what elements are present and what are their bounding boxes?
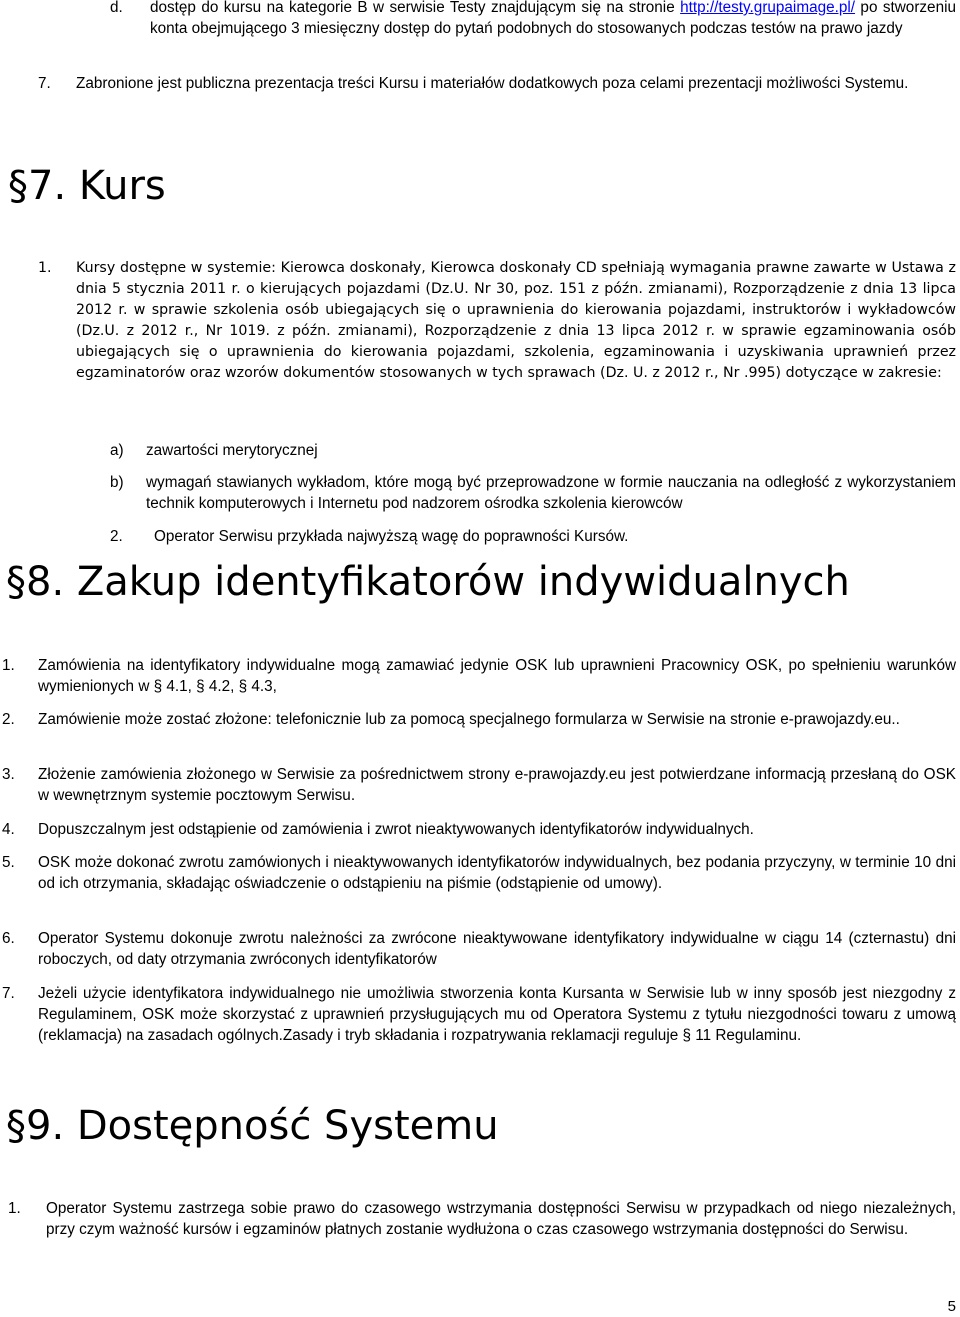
item-text: Zamówienia na identyfikatory indywidualne mogą zamawiać jedynie OSK lub uprawnieni Pracownicy OSK, po spełnieniu warunków wymienionych w § 4.1, § 4.2, § 4.3,	[38, 657, 956, 695]
item-text: OSK może dokonać zwrotu zamówionych i nieaktywowanych identyfikatorów indywidualnych, bez podania przyczyny, w terminie 10 dni od ich otrzymania, składając oświadczenie o odstąpieniu na piśmie (odstąpienie od umowy).	[38, 854, 956, 892]
subitem-label: b)	[110, 474, 124, 491]
section-7-item-1	[38, 258, 956, 384]
item-number: 1.	[8, 1200, 21, 1217]
subitem-text: zawartości merytorycznej	[146, 442, 318, 459]
item-number: 7.	[38, 75, 51, 92]
subitem-label: 2.	[110, 528, 123, 545]
item-number: 3.	[2, 766, 15, 783]
section-8-item-1	[2, 655, 956, 697]
list-item-text	[150, 0, 956, 39]
section-8-heading: §8. Zakup identyfikatorów indywidualnych	[6, 559, 850, 605]
subitem-a	[110, 440, 956, 461]
item-text: Złożenie zamówienia złożonego w Serwisie za pośrednictwem strony e-prawojazdy.eu jest potwierdzane informacją przesłaną do OSK w wewnętrznym systemie pocztowym Serwisu.	[38, 766, 956, 804]
section-8-item-5	[2, 852, 956, 894]
item-number: 4.	[2, 821, 15, 838]
item-text: Operator Systemu zastrzega sobie prawo do czasowego wstrzymania dostępności Serwisu w przypadkach od niego niezależnych, przy czym ważność kursów i egzaminów płatnych zostanie wydłużona o czas czasowego wstrzymania dostępności do Serwisu.	[46, 1200, 956, 1238]
item-number: 1.	[2, 657, 15, 674]
section-8-item-7	[2, 983, 956, 1046]
list-item-7	[38, 73, 956, 94]
section-8-item-3	[2, 764, 956, 806]
subitem-2	[110, 526, 956, 547]
item-number: 5.	[2, 854, 15, 871]
item-number: 6.	[2, 930, 15, 947]
subitem-label: a)	[110, 442, 124, 459]
testy-link[interactable]: http://testy.grupaimage.pl/	[680, 0, 856, 16]
item-number: 7.	[2, 985, 15, 1002]
section-9-heading: §9. Dostępność Systemu	[6, 1103, 499, 1149]
item-text: Jeżeli użycie identyfikatora indywidualnego nie umożliwia stworzenia konta Kursanta w Serwisie lub w inny sposób jest niezgodny z Regulaminem, OSK może skorzystać z uprawnień przysługujących mu od Operatora Systemu z tytułu niezgodności towaru z umową (reklamacja) na zasadach ogólnych.Zasady i tryb składania i rozpatrywania reklamacji reguluje § 11 Regulaminu.	[38, 985, 956, 1044]
text-after-link: po stworzeniu konta obejmującego 3 miesięczny dostęp do pytań podobnych do stosowanych podczas testów na prawo jazdy	[150, 0, 956, 37]
section-9-item-1	[8, 1198, 956, 1240]
subitem-text: Operator Serwisu przykłada najwyższą wagę do poprawności Kursów.	[154, 528, 629, 545]
subitem-b	[110, 472, 956, 514]
item-text: Kursy dostępne w systemie: Kierowca doskonały, Kierowca doskonały CD spełniają wymagania prawne zawarte w Ustawa z dnia 5 stycznia 2011 r. o kierujących pojazdami (Dz.U. Nr 30, poz. 151 z późn. zmianami), Rozporządzenie z dnia 13 lipca 2012 r. w sprawie szkolenia osób ubiegających się o uprawnienia do kierowania pojazdami, instruktorów i wykładowców (Dz.U. z 2012 r., Nr 1019. z późn. zmianami), Rozporządzenie z dnia 13 lipca 2012 r. w sprawie egzaminowania osób ubiegających się o uprawnienia do kierowania pojazdami, szkolenia, egzaminowania i uzyskiwania uprawnień przez egzaminatorów oraz wzorów dokumentów stosowanych w tych sprawach (Dz. U. z 2012 r., Nr .995) dotyczące w zakresie:	[76, 260, 956, 381]
item-text: Operator Systemu dokonuje zwrotu należności za zwrócone nieaktywowane identyfikatory indywidualne w ciągu 14 (czternastu) dni roboczych, od daty otrzymania zwróconych identyfikatorów	[38, 930, 956, 968]
item-number: 2.	[2, 711, 15, 728]
list-item-d	[110, 0, 956, 39]
section-8-item-6	[2, 928, 956, 970]
section-8-item-2	[2, 709, 956, 730]
page-number: 5	[947, 1298, 956, 1315]
item-text: Dopuszczalnym jest odstąpienie od zamówienia i zwrot nieaktywowanych identyfikatorów indywidualnych.	[38, 821, 754, 838]
text-before-link: dostęp do kursu na kategorie B w serwisie Testy znajdującym się na stronie	[150, 0, 681, 16]
item-number: 1.	[38, 260, 52, 276]
section-8-item-4	[2, 819, 956, 840]
section-7-heading: §7. Kurs	[8, 163, 166, 209]
item-text: Zamówienie może zostać złożone: telefonicznie lub za pomocą specjalnego formularza w Serwisie na stronie e-prawojazdy.eu..	[38, 711, 900, 728]
subitem-text: wymagań stawianych wykładom, które mogą być przeprowadzone w formie nauczania na odległość z wykorzystaniem technik komputerowych i Internetu pod nadzorem ośrodka szkolenia kierowców	[146, 474, 956, 512]
list-item-label: d.	[110, 0, 123, 16]
item-text: Zabronione jest publiczna prezentacja treści Kursu i materiałów dodatkowych poza celami prezentacji możliwości Systemu.	[76, 75, 909, 92]
